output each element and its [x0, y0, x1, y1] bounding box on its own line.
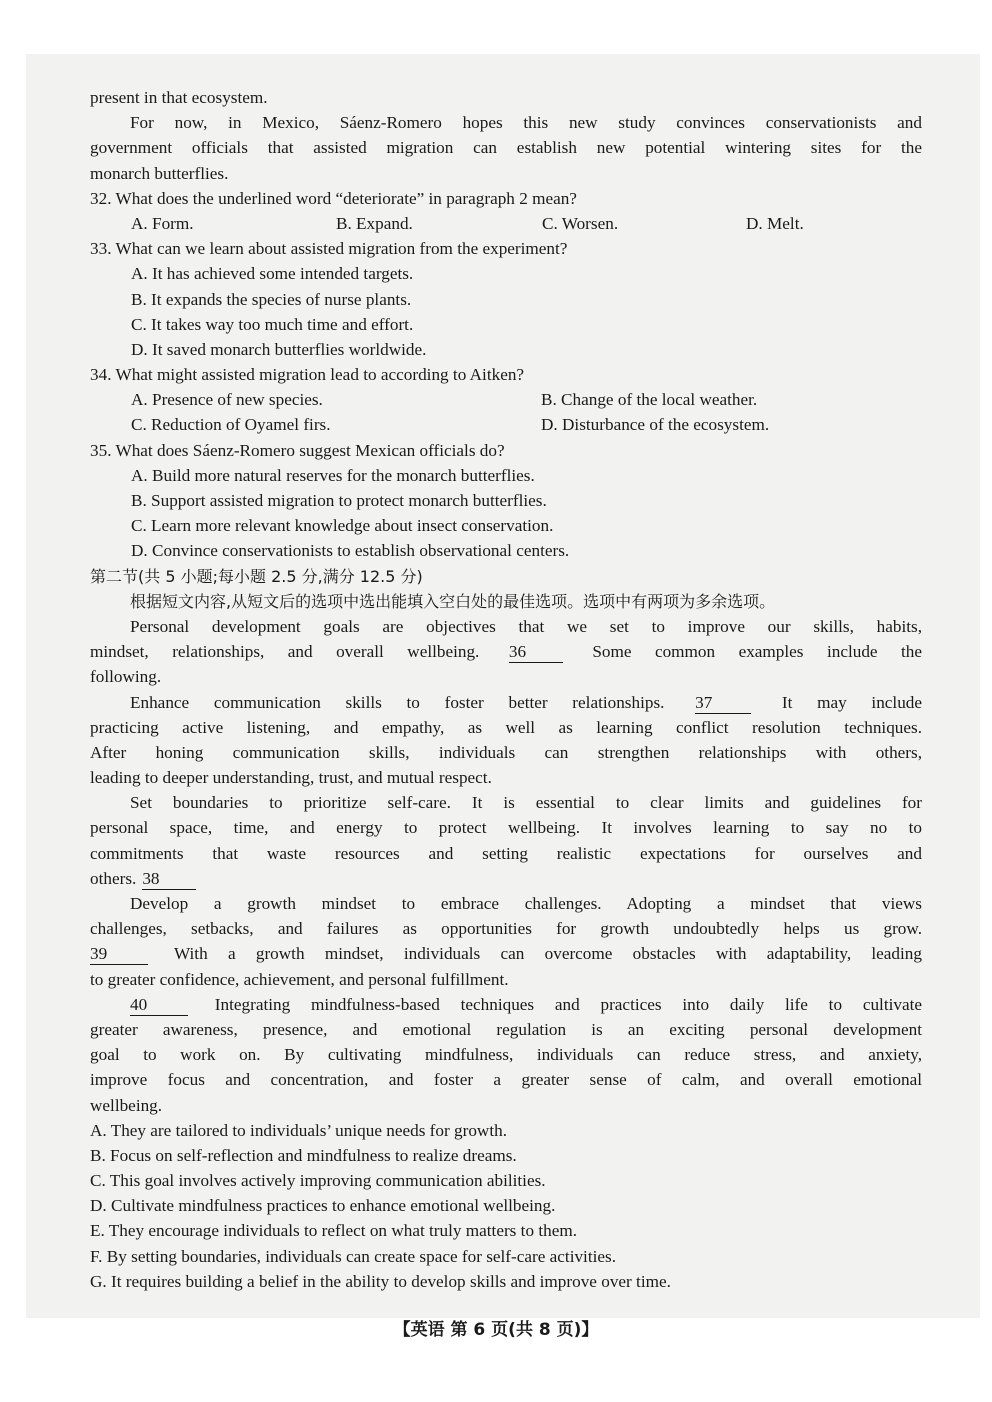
question-32-options: [90, 211, 922, 236]
text-fragment: Some common examples include the: [592, 642, 923, 662]
option-a: A. It has achieved some intended targets.: [131, 264, 414, 284]
text-line: After honing communication skills, individuals can strengthen relationships with others,: [90, 742, 922, 762]
option-b: B. Expand.: [336, 213, 413, 233]
question-34-options-row-1: [90, 387, 922, 412]
option-d: D. It saved monarch butterflies worldwide.: [131, 339, 427, 359]
text-line: [90, 690, 922, 715]
text-line: practicing active listening, and empathy, as well as learning conflict resolution techniques.: [90, 717, 922, 737]
option-b: B. It expands the species of nurse plants.: [131, 289, 412, 309]
option-c: C. Worsen.: [542, 213, 619, 233]
option-c: C. It takes way too much time and effort.: [131, 314, 414, 334]
passage-paragraph-3: [90, 790, 922, 891]
text-line: Set boundaries to prioritize self-care. It is essential to clear limits and guidelines for: [130, 793, 922, 813]
text-line: monarch butterflies.: [90, 163, 229, 183]
text-line: Personal development goals are objectives that we set to improve our skills, habits,: [130, 616, 922, 636]
passage-paragraph-2: [90, 690, 922, 791]
text-line: [90, 866, 922, 891]
option-a: A. Presence of new species.: [131, 390, 323, 410]
option-a: A. Form.: [131, 213, 194, 233]
blank-38: 38: [142, 869, 196, 890]
choice-c: C. This goal involves actively improving communication abilities.: [90, 1171, 546, 1191]
option-c: C. Learn more relevant knowledge about insect conservation.: [131, 516, 554, 536]
text-line: [90, 941, 922, 966]
section-heading: 第二节(共 5 小题;每小题 2.5 分,满分 12.5 分): [90, 566, 423, 586]
text-line: improve focus and concentration, and foster a greater sense of calm, and overall emotional: [90, 1070, 922, 1090]
text-line: For now, in Mexico, Sáenz-Romero hopes this new study convinces conservationists and: [130, 113, 922, 133]
option-a: A. Build more natural reserves for the monarch butterflies.: [131, 465, 535, 485]
question-34-stem: 34. What might assisted migration lead to according to Aitken?: [90, 365, 525, 385]
text-line: personal space, time, and energy to protect wellbeing. It involves learning to say no to: [90, 818, 922, 838]
text-fragment: With a growth mindset, individuals can overcome obstacles with adaptability, leading: [173, 944, 922, 964]
page-content: [90, 85, 922, 1294]
passage-paragraph-1: [90, 614, 922, 690]
blank-39: 39: [90, 944, 148, 965]
section-instruction: 根据短文内容,从短文后的选项中选出能填入空白处的最佳选项。选项中有两项为多余选项。: [130, 591, 776, 611]
question-35-stem: 35. What does Sáenz-Romero suggest Mexican officials do?: [90, 440, 505, 460]
option-b: B. Change of the local weather.: [541, 390, 758, 410]
text-line: [90, 639, 922, 664]
choice-b: B. Focus on self-reflection and mindfulness to realize dreams.: [90, 1145, 517, 1165]
text-fragment: mindset, relationships, and overall wellbeing.: [90, 642, 480, 662]
choice-f: F. By setting boundaries, individuals can create space for self-care activities.: [90, 1246, 616, 1266]
passage-paragraph-5: [90, 992, 922, 1118]
text-line: challenges, setbacks, and failures as opportunities for growth undoubtedly helps us grow.: [90, 919, 922, 939]
choice-d: D. Cultivate mindfulness practices to enhance emotional wellbeing.: [90, 1196, 556, 1216]
text-fragment: Enhance communication skills to foster better relationships.: [130, 692, 665, 712]
text-line: wellbeing.: [90, 1095, 163, 1115]
paragraph-for-now: [90, 110, 922, 186]
page-footer: 【英语 第 6 页(共 8 页)】: [393, 1320, 599, 1340]
question-33-stem: 33. What can we learn about assisted migration from the experiment?: [90, 239, 568, 259]
text-line: government officials that assisted migration can establish new potential wintering sites for the: [90, 138, 922, 158]
text-line: present in that ecosystem.: [90, 88, 268, 107]
choice-a: A. They are tailored to individuals’ unique needs for growth.: [90, 1120, 508, 1140]
text-fragment: Integrating mindfulness-based techniques and practices into daily life to cultivate: [214, 994, 922, 1014]
text-line: commitments that waste resources and setting realistic expectations for ourselves and: [90, 843, 922, 863]
text-line: [90, 992, 922, 1017]
text-line: goal to work on. By cultivating mindfulness, individuals can reduce stress, and anxiety,: [90, 1045, 922, 1065]
blank-37: 37: [695, 693, 751, 714]
blank-36: 36: [509, 642, 563, 663]
text-line: following.: [90, 667, 162, 687]
choice-g: G. It requires building a belief in the ability to develop skills and improve over time.: [90, 1271, 671, 1291]
option-d: D. Convince conservationists to establish observational centers.: [131, 541, 570, 561]
choice-e: E. They encourage individuals to reflect on what truly matters to them.: [90, 1221, 577, 1241]
text-line: greater awareness, presence, and emotional regulation is an exciting personal development: [90, 1019, 922, 1039]
text-line: to greater confidence, achievement, and personal fulfillment.: [90, 969, 509, 989]
question-32-stem: 32. What does the underlined word “deteriorate” in paragraph 2 mean?: [90, 188, 577, 208]
text-line: leading to deeper understanding, trust, and mutual respect.: [90, 768, 492, 788]
passage-paragraph-4: [90, 891, 922, 992]
blank-40: 40: [130, 995, 188, 1016]
text-line: Develop a growth mindset to embrace challenges. Adopting a mindset that views: [130, 894, 922, 913]
text-fragment: It may include: [781, 692, 923, 712]
option-c: C. Reduction of Oyamel firs.: [131, 415, 331, 435]
text-fragment: others.: [90, 868, 137, 888]
option-d: D. Disturbance of the ecosystem.: [541, 415, 770, 435]
option-d: D. Melt.: [746, 213, 804, 233]
question-34-options-row-2: [90, 412, 922, 437]
option-b: B. Support assisted migration to protect monarch butterflies.: [131, 491, 547, 510]
